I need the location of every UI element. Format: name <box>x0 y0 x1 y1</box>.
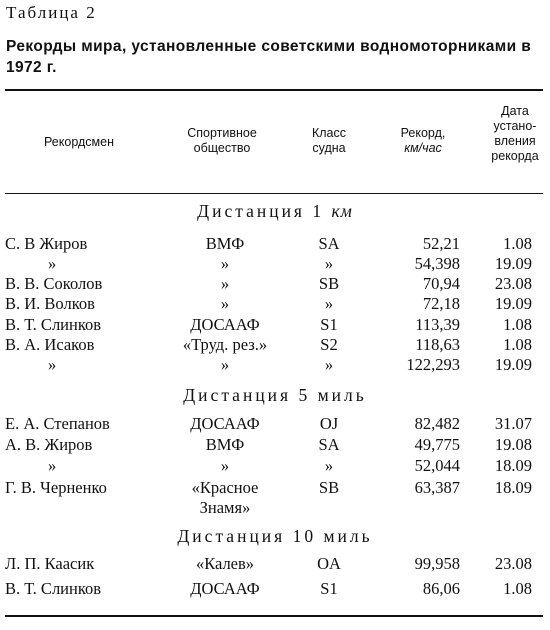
cell-record: 63,387 <box>414 478 460 497</box>
cell-holder: » <box>48 456 57 475</box>
header-record-line-1: Рекорд, <box>400 126 446 140</box>
table-row <box>0 293 550 314</box>
cell-date: 1.08 <box>503 579 532 598</box>
cell-holder: В. Т. Слинков <box>5 315 102 334</box>
cell-class: SB <box>318 274 340 293</box>
table-row <box>0 553 550 574</box>
cell-date: 19.09 <box>494 294 532 313</box>
cell-date: 19.08 <box>494 435 532 454</box>
cell-class: » <box>324 355 334 374</box>
cell-society: Знамя» <box>199 498 251 517</box>
cell-date: 19.09 <box>494 254 532 273</box>
cell-record: 70,94 <box>422 274 460 293</box>
cell-date: 1.08 <box>503 234 532 253</box>
cell-society: ВМФ <box>205 234 245 253</box>
cell-class: SA <box>318 234 340 253</box>
cell-society: ДОСААФ <box>190 315 260 334</box>
cell-holder: С. В Жиров <box>5 234 88 253</box>
table-label: Таблица 2 <box>6 3 97 22</box>
header-society <box>160 126 284 156</box>
header-holder <box>20 135 138 150</box>
cell-class: » <box>324 254 334 273</box>
cell-date: 1.08 <box>503 315 532 334</box>
cell-holder: Е. А. Степанов <box>5 414 110 433</box>
table-row <box>0 253 550 274</box>
cell-society: ДОСААФ <box>190 579 260 598</box>
section-title-unit: км <box>331 201 353 221</box>
cell-holder: В. И. Волков <box>5 294 95 313</box>
table-row <box>0 273 550 294</box>
table-row <box>0 233 550 254</box>
cell-holder: Г. В. Черненко <box>5 478 107 497</box>
header-class <box>296 126 362 156</box>
cell-class: OA <box>317 554 341 573</box>
cell-holder: » <box>48 355 57 374</box>
cell-date: 23.08 <box>494 554 532 573</box>
cell-society: «Калев» <box>195 554 255 573</box>
cell-holder: В. А. Исаков <box>5 335 95 354</box>
table-row <box>0 477 550 498</box>
cell-holder: В. Т. Слинков <box>5 579 102 598</box>
cell-record: 99,958 <box>414 554 460 573</box>
cell-class: OJ <box>319 414 339 433</box>
top-rule <box>5 89 543 91</box>
cell-class: SA <box>318 435 340 454</box>
cell-holder: Л. П. Каасик <box>5 554 95 573</box>
cell-date: 1.08 <box>503 335 532 354</box>
cell-society: » <box>220 456 230 475</box>
table-row <box>0 455 550 476</box>
header-record-unit: км/час <box>404 141 442 155</box>
cell-class: SB <box>318 478 340 497</box>
cell-record: 49,775 <box>414 435 460 454</box>
cell-record: 86,06 <box>422 579 460 598</box>
cell-date: 18.09 <box>494 478 532 497</box>
table-row <box>0 314 550 335</box>
section-title-10-miles <box>0 526 550 547</box>
cell-society: ВМФ <box>205 435 245 454</box>
header-record <box>378 126 468 156</box>
cell-class: S1 <box>320 315 338 334</box>
header-date-line-3: вления <box>494 134 536 148</box>
table-row <box>0 434 550 455</box>
header-date <box>480 104 550 164</box>
cell-record: 52,044 <box>414 456 460 475</box>
cell-record: 113,39 <box>415 315 460 334</box>
header-date-line-4: рекорда <box>491 149 539 163</box>
bottom-rule <box>5 615 543 617</box>
header-rule <box>5 193 543 194</box>
cell-society: «Труд. рез.» <box>182 335 268 354</box>
table-row <box>0 334 550 355</box>
cell-date: 23.08 <box>494 274 532 293</box>
cell-society: ДОСААФ <box>190 414 260 433</box>
cell-society: «Красное <box>191 478 259 497</box>
header-date-line-1: Дата <box>501 104 529 118</box>
table-caption: Рекорды мира, установленные советскими водномоторниками в 1972 г. <box>6 38 532 76</box>
cell-record: 82,482 <box>414 414 460 433</box>
cell-society: » <box>220 355 230 374</box>
cell-holder: А. В. Жиров <box>5 435 93 454</box>
cell-record: 52,21 <box>422 234 460 253</box>
header-holder-label: Рекордсмен <box>44 135 114 149</box>
cell-date: 18.09 <box>494 456 532 475</box>
cell-record: 118,63 <box>415 335 460 354</box>
cell-class: » <box>324 294 334 313</box>
cell-class: S1 <box>320 579 338 598</box>
cell-class: S2 <box>320 335 338 354</box>
header-class-line-1: Класс <box>311 126 347 140</box>
header-society-line-2: общество <box>193 141 251 155</box>
section-title-text: Дистанция 5 миль <box>183 385 367 405</box>
section-title-1km <box>0 201 550 222</box>
header-society-line-1: Спортивное <box>187 126 257 140</box>
section-title-text: Дистанция 1 <box>197 201 325 221</box>
cell-holder: » <box>48 254 57 273</box>
cell-society: » <box>220 254 230 273</box>
cell-holder: В. В. Соколов <box>5 274 103 293</box>
header-class-line-2: судна <box>312 141 346 155</box>
cell-society: » <box>220 294 230 313</box>
table-row <box>0 413 550 434</box>
cell-date: 31.07 <box>494 414 532 433</box>
header-date-line-2: устано- <box>493 119 537 133</box>
cell-class: » <box>324 456 334 475</box>
section-title-text: Дистанция 10 миль <box>177 526 373 546</box>
cell-record: 54,398 <box>414 254 460 273</box>
section-title-5-miles <box>0 385 550 406</box>
cell-date: 19.09 <box>494 355 532 374</box>
table-row <box>0 578 550 599</box>
cell-record: 122,293 <box>406 355 460 374</box>
table-row <box>0 497 550 518</box>
cell-society: » <box>220 274 230 293</box>
table-row <box>0 354 550 375</box>
cell-record: 72,18 <box>422 294 460 313</box>
table-header <box>0 100 550 192</box>
